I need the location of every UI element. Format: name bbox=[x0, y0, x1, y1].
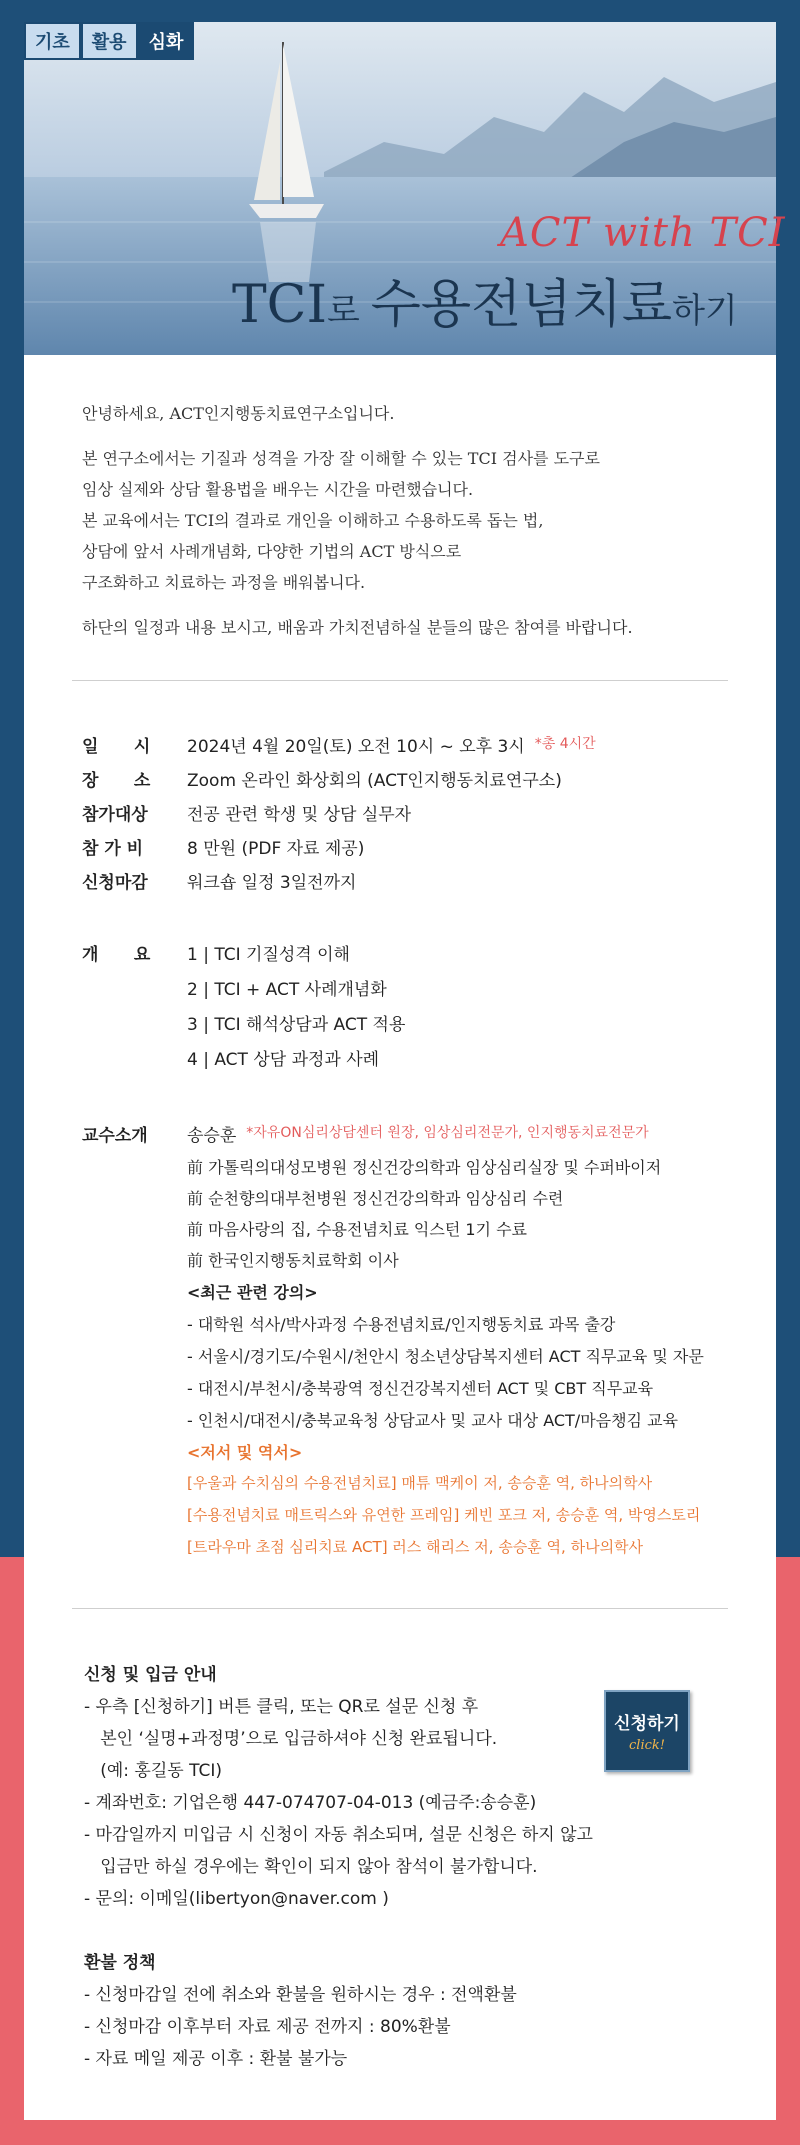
overview bbox=[82, 940, 187, 965]
overview-label: 개 요 bbox=[82, 945, 151, 965]
refund-line: - 신청마감일 전에 취소와 환불을 원하시는 경우 : 전액환불 bbox=[84, 1985, 517, 2005]
book-item: [우울과 수치심의 수용전념치료] 매튜 맥케이 저, 송승훈 역, 하나의학사 bbox=[187, 1474, 653, 1492]
intro-line: 본 연구소에서는 기질과 성격을 가장 잘 이해할 수 있는 TCI 검사를 도구로 bbox=[82, 449, 600, 468]
instructor-note: *자유ON심리상담센터 원장, 임상심리전문가, 인지행동치료전문가 bbox=[246, 1125, 649, 1141]
instructor-label: 교수소개 bbox=[82, 1126, 148, 1146]
level-tab-applied: 활용 bbox=[81, 22, 138, 60]
info-fee-value: 8 만원 (PDF 자료 제공) bbox=[187, 839, 365, 859]
info-date-value: 2024년 4월 20일(토) 오전 10시 ~ 오후 3시 bbox=[187, 737, 525, 757]
info-date bbox=[82, 732, 596, 757]
info-date-label: 일 시 bbox=[82, 737, 151, 757]
instructor bbox=[82, 1121, 649, 1146]
apply-line: - 계좌번호: 기업은행 447-074707-04-013 (예금주:송승훈) bbox=[84, 1793, 537, 1813]
info-target-label: 참가대상 bbox=[82, 805, 148, 825]
book-item: [트라우마 초점 심리치료 ACT] 러스 해리스 저, 송승훈 역, 하나의학사 bbox=[187, 1538, 644, 1556]
lecture-item: - 서울시/경기도/수원시/천안시 청소년상담복지센터 ACT 직무교육 및 자문 bbox=[187, 1347, 704, 1366]
intro-greeting: 안녕하세요, ACT인지행동치료연구소입니다. bbox=[82, 404, 395, 423]
intro-line: 본 교육에서는 TCI의 결과로 개인을 이해하고 수용하도록 돕는 법, bbox=[82, 511, 544, 530]
instructor-name: 송승훈 bbox=[187, 1126, 237, 1146]
info-target bbox=[82, 800, 411, 825]
intro-closing: 하단의 일정과 내용 보시고, 배움과 가치전념하실 분들의 많은 참여를 바랍니다. bbox=[82, 618, 633, 637]
intro-line: 구조화하고 치료하는 과정을 배워봅니다. bbox=[82, 573, 366, 592]
intro-text bbox=[82, 398, 742, 643]
apply-button[interactable] bbox=[604, 1690, 690, 1772]
overview-item: 1 | TCI 기질성격 이해 bbox=[187, 945, 350, 965]
info-fee-label: 참 가 비 bbox=[82, 839, 144, 859]
divider bbox=[72, 680, 728, 681]
overview-item: 4 | ACT 상담 과정과 사례 bbox=[187, 1050, 380, 1070]
apply-button-sub: click! bbox=[629, 1738, 665, 1753]
divider bbox=[72, 1608, 728, 1609]
career-item: 前 한국인지행동치료학회 이사 bbox=[187, 1251, 399, 1270]
overview-item: 2 | TCI + ACT 사례개념화 bbox=[187, 980, 387, 1000]
info-place-value: Zoom 온라인 화상회의 (ACT인지행동치료연구소) bbox=[187, 771, 562, 791]
info-deadline-label: 신청마감 bbox=[82, 873, 148, 893]
intro-line: 임상 실제와 상담 활용법을 배우는 시간을 마련했습니다. bbox=[82, 480, 474, 499]
hero-subtitle: ACT with TCI bbox=[500, 210, 786, 256]
lecture-item: - 인천시/대전시/충북교육청 상담교사 및 교사 대상 ACT/마음챙김 교육 bbox=[187, 1411, 679, 1430]
apply-line: - 마감일까지 미입금 시 신청이 자동 취소되며, 설문 신청은 하지 않고 bbox=[84, 1825, 593, 1845]
level-tabs bbox=[24, 22, 194, 60]
apply-line: - 우측 [신청하기] 버튼 클릭, 또는 QR로 설문 신청 후 bbox=[84, 1697, 479, 1717]
level-tab-basic: 기초 bbox=[24, 22, 81, 60]
overview-item: 3 | TCI 해석상담과 ACT 적용 bbox=[187, 1015, 406, 1035]
info-fee bbox=[82, 834, 364, 859]
hero-title-tci: TCI bbox=[232, 275, 328, 335]
info-target-value: 전공 관련 학생 및 상담 실무자 bbox=[187, 805, 412, 825]
hero-title-hagi: 하기 bbox=[672, 291, 738, 331]
intro-line: 상담에 앞서 사례개념화, 다양한 기법의 ACT 방식으로 bbox=[82, 542, 462, 561]
level-tab-advanced: 심화 bbox=[138, 22, 195, 60]
info-deadline-value: 워크숍 일정 3일전까지 bbox=[187, 873, 357, 893]
apply-button-label: 신청하기 bbox=[614, 1714, 680, 1734]
apply-line: 입금만 하실 경우에는 확인이 되지 않아 참석이 불가합니다. bbox=[84, 1857, 538, 1877]
refund-title: 환불 정책 bbox=[84, 1953, 156, 1973]
info-place-label: 장 소 bbox=[82, 771, 151, 791]
books-title: <저서 및 역서> bbox=[187, 1443, 303, 1462]
lecture-item: - 대학원 석사/박사과정 수용전념치료/인지행동치료 과목 출강 bbox=[187, 1315, 616, 1334]
career-item: 前 마음사랑의 집, 수용전념치료 익스턴 1기 수료 bbox=[187, 1220, 527, 1239]
info-place bbox=[82, 766, 562, 791]
career-item: 前 가톨릭의대성모병원 정신건강의학과 임상심리실장 및 수퍼바이저 bbox=[187, 1158, 662, 1177]
hero-title bbox=[232, 262, 738, 337]
lectures-title: <최근 관련 강의> bbox=[187, 1283, 318, 1302]
refund-line: - 자료 메일 제공 이후 : 환불 불가능 bbox=[84, 2049, 348, 2069]
book-item: [수용전념치료 매트릭스와 유연한 프레임] 케빈 포크 저, 송승훈 역, 박영스토리 bbox=[187, 1506, 701, 1524]
career-item: 前 순천향의대부천병원 정신건강의학과 임상심리 수련 bbox=[187, 1189, 564, 1208]
lecture-item: - 대전시/부천시/충북광역 정신건강복지센터 ACT 및 CBT 직무교육 bbox=[187, 1379, 654, 1398]
refund-line: - 신청마감 이후부터 자료 제공 전까지 : 80%환불 bbox=[84, 2017, 451, 2037]
info-deadline bbox=[82, 868, 356, 893]
apply-line: (예: 홍길동 TCI) bbox=[84, 1761, 222, 1781]
apply-line: - 문의: 이메일(libertyon@naver.com ) bbox=[84, 1889, 389, 1909]
hero-title-act: 수용전념치료 bbox=[370, 275, 673, 335]
hero-title-ro: 로 bbox=[327, 291, 371, 331]
info-date-note: *총 4시간 bbox=[534, 736, 596, 752]
apply-line: 본인 ‘실명+과정명’으로 입금하셔야 신청 완료됩니다. bbox=[84, 1729, 498, 1749]
apply-title: 신청 및 입금 안내 bbox=[84, 1665, 217, 1685]
